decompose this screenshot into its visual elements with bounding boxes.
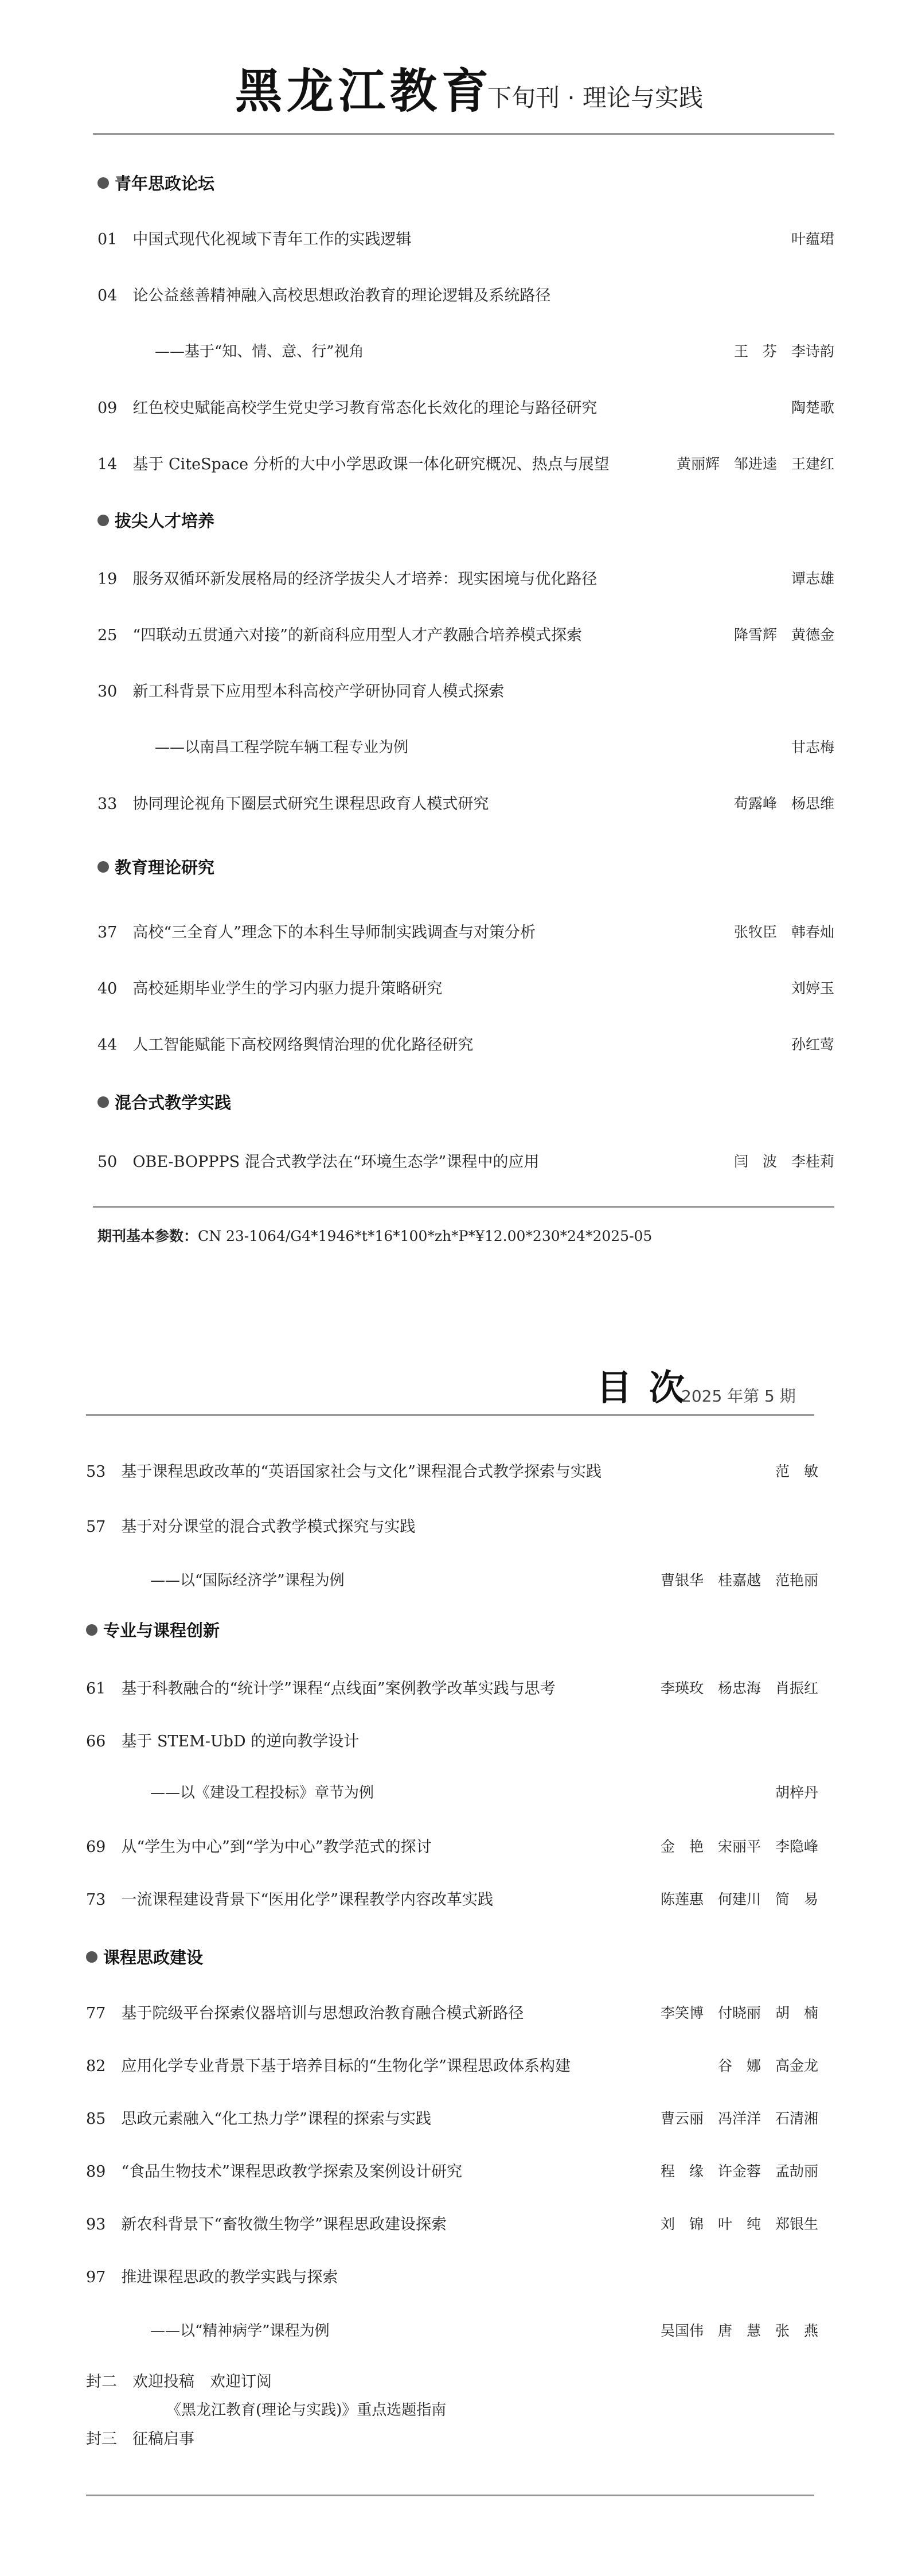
toc-entry[interactable] [97, 457, 610, 472]
article-authors: 曹银华 桂嘉越 范艳丽 [660, 1572, 818, 1589]
article-authors: 李瑛玫 杨忠海 肖振红 [660, 1680, 818, 1696]
page-number: 93 [86, 2216, 106, 2233]
toc-heading: 目次 [596, 1367, 702, 1408]
toc-entry[interactable] [97, 796, 489, 812]
article-authors: 降雪辉 黄德金 [733, 627, 834, 643]
page-number: 25 [97, 627, 118, 644]
article-subtitle: ——以“国际经济学”课程为例 [150, 1572, 345, 1589]
section-heading: 青年思政论坛 [97, 176, 214, 192]
page-number: 44 [97, 1036, 118, 1054]
article-authors: 甘志梅 [791, 739, 834, 756]
cover-label: 封三 [86, 2430, 117, 2448]
section-heading: 拔尖人才培养 [97, 513, 214, 530]
bullet-dot-icon [97, 1096, 109, 1108]
page-number: 69 [86, 1838, 106, 1856]
toc-entry[interactable] [97, 288, 550, 303]
page-number: 85 [86, 2110, 106, 2128]
page-number: 97 [86, 2268, 106, 2286]
page-number: 09 [97, 399, 118, 417]
top-rule [93, 133, 834, 135]
article-authors: 黄丽辉 邹进逵 王建红 [676, 456, 834, 472]
article-authors: 陶楚歌 [791, 399, 834, 416]
toc-entry[interactable] [86, 2217, 447, 2232]
bullet-dot-icon [97, 515, 109, 526]
article-authors: 叶蕴珺 [791, 231, 834, 247]
article-authors: 孙红莺 [791, 1036, 834, 1053]
page-number: 30 [97, 683, 118, 701]
toc-entry[interactable] [97, 232, 411, 247]
article-title: 基于科教融合的“统计学”课程“点线面”案例教学改革实践与思考 [121, 1680, 556, 1698]
page-number: 14 [97, 456, 118, 473]
page-number: 37 [97, 924, 118, 941]
toc-entry[interactable] [86, 1464, 602, 1480]
cover-2-entry[interactable] [86, 2374, 272, 2390]
cover-2-subtitle: 《黑龙江教育(理论与实践)》重点选题指南 [166, 2402, 447, 2419]
article-title: 人工智能赋能下高校网络舆情治理的优化路径研究 [132, 1036, 474, 1054]
cover-label: 封二 [86, 2373, 117, 2391]
page-number: 50 [97, 1153, 118, 1171]
parameters-value: CN 23-1064/G4*1946*t*16*100*zh*P*¥12.00*230*24*2025-05 [198, 1228, 653, 1244]
bullet-dot-icon [97, 177, 109, 189]
article-authors: 谭志雄 [791, 570, 834, 587]
article-title: 基于院级平台探索仪器培训与思想政治教育融合模式新路径 [121, 2005, 524, 2022]
toc-entry[interactable] [97, 628, 582, 643]
section-heading: 混合式教学实践 [97, 1095, 231, 1111]
article-title: 从“学生为中心”到“学为中心”教学范式的探讨 [121, 1838, 432, 1856]
article-authors: 曹云丽 冯洋洋 石清湘 [660, 2110, 818, 2127]
bottom-rule [86, 2495, 814, 2496]
article-authors: 陈莲惠 何建川 简 易 [660, 1891, 818, 1908]
cover-3-entry[interactable] [86, 2431, 194, 2447]
article-title: “食品生物技术”课程思政教学探索及案例设计研究 [121, 2163, 462, 2181]
article-title: 基于课程思政改革的“英语国家社会与文化”课程混合式教学探索与实践 [121, 1463, 602, 1481]
article-title: “四联动五贯通六对接”的新商科应用型人才产教融合培养模式探索 [132, 627, 582, 644]
article-authors: 刘婷玉 [791, 980, 834, 997]
page-number: 01 [97, 231, 118, 248]
toc-entry[interactable] [97, 1037, 473, 1053]
toc-entry[interactable] [86, 1734, 359, 1749]
article-title: 基于对分课堂的混合式教学模式探究与实践 [121, 1518, 416, 1536]
page-number: 77 [86, 2005, 106, 2022]
page-number: 33 [97, 795, 118, 813]
article-title: 中国式现代化视域下青年工作的实践逻辑 [132, 231, 412, 248]
article-authors: 范 敏 [775, 1463, 818, 1480]
page-number: 61 [86, 1680, 106, 1698]
article-title: 协同理论视角下圈层式研究生课程思政育人模式研究 [132, 795, 489, 813]
article-title: 红色校史赋能高校学生党史学习教育常态化长效化的理论与路径研究 [132, 399, 597, 417]
page-number: 53 [86, 1463, 106, 1481]
article-authors: 张牧臣 韩春灿 [733, 924, 834, 940]
bullet-dot-icon [97, 861, 109, 873]
bullet-dot-icon [86, 1951, 97, 1963]
article-subtitle: ——以南昌工程学院车辆工程专业为例 [155, 739, 409, 756]
article-title: OBE-BOPPPS 混合式教学法在“环境生态学”课程中的应用 [132, 1153, 540, 1171]
section-heading: 专业与课程创新 [86, 1622, 220, 1639]
page-number: 82 [86, 2057, 106, 2075]
cover-text: 征稿启事 [132, 2430, 194, 2448]
cover-text: 欢迎投稿 欢迎订阅 [132, 2373, 272, 2391]
parameters-label: 期刊基本参数： [97, 1228, 198, 1244]
toc-entry[interactable] [97, 571, 597, 587]
article-subtitle: ——基于“知、情、意、行”视角 [155, 343, 364, 360]
article-title: 应用化学专业背景下基于培养目标的“生物化学”课程思政体系构建 [121, 2057, 571, 2075]
article-title: 基于 STEM-UbD 的逆向教学设计 [121, 1733, 360, 1750]
article-title: 推进课程思政的教学实践与探索 [121, 2268, 338, 2286]
page-number: 57 [86, 1518, 106, 1536]
toc-entry[interactable] [86, 1681, 556, 1696]
article-authors: 闫 波 李桂莉 [733, 1153, 834, 1170]
article-title: 基于 CiteSpace 分析的大中小学思政课一体化研究概况、热点与展望 [132, 456, 610, 473]
page-number: 04 [97, 287, 118, 305]
article-title: 论公益慈善精神融入高校思想政治教育的理论逻辑及系统路径 [132, 287, 551, 305]
article-title: 思政元素融入“化工热力学”课程的探索与实践 [121, 2110, 431, 2128]
toc-entry[interactable] [86, 1519, 415, 1535]
article-authors: 李笑博 付晓丽 胡 楠 [660, 2005, 818, 2021]
toc-entry[interactable] [97, 684, 504, 699]
article-subtitle: ——以“精神病学”课程为例 [150, 2322, 330, 2340]
toc-entry[interactable] [86, 2111, 431, 2127]
toc-entry[interactable] [86, 1839, 432, 1855]
toc-entry[interactable] [97, 400, 597, 416]
journal-subtitle: 下旬刊 · 理论与实践 [487, 84, 704, 112]
toc-entry[interactable] [86, 2164, 462, 2180]
article-authors: 王 芬 李诗韵 [733, 343, 834, 360]
toc-entry[interactable] [86, 2270, 338, 2285]
article-authors: 谷 娜 高金龙 [717, 2057, 818, 2074]
article-title: 新工科背景下应用型本科高校产学研协同育人模式探索 [132, 683, 505, 701]
article-title: 高校延期毕业学生的学习内驱力提升策略研究 [132, 980, 443, 998]
part1-bottom-rule [93, 1206, 834, 1208]
toc-entry[interactable] [97, 981, 442, 997]
article-authors: 刘 锦 叶 纯 郑银生 [660, 2216, 818, 2232]
page-number: 89 [86, 2163, 106, 2181]
article-authors: 金 艳 宋丽平 李隐峰 [660, 1838, 818, 1855]
toc-heading-rule [86, 1414, 814, 1416]
journal-title: 黑龙江教育 [235, 64, 494, 119]
article-title: 新农科背景下“畜牧微生物学”课程思政建设探索 [121, 2216, 447, 2233]
article-subtitle: ——以《建设工程投标》章节为例 [150, 1784, 374, 1801]
article-authors: 程 缘 许金蓉 孟劼丽 [660, 2163, 818, 2180]
toc-entry[interactable] [97, 925, 536, 940]
journal-parameters [97, 1229, 652, 1243]
toc-entry[interactable] [86, 2006, 524, 2021]
article-authors: 苟露峰 杨思维 [733, 795, 834, 812]
toc-entry[interactable] [86, 1892, 493, 1908]
page-number: 73 [86, 1891, 106, 1909]
section-heading: 教育理论研究 [97, 859, 214, 876]
toc-entry[interactable] [97, 1154, 539, 1170]
article-title: 高校“三全育人”理念下的本科生导师制实践调查与对策分析 [132, 924, 536, 941]
article-authors: 吴国伟 唐 慧 张 燕 [660, 2322, 818, 2339]
article-title: 一流课程建设背景下“医用化学”课程教学内容改革实践 [121, 1891, 493, 1909]
toc-entry[interactable] [86, 2059, 571, 2074]
issue-number: 2025 年第 5 期 [681, 1387, 796, 1406]
page-number: 66 [86, 1733, 106, 1750]
article-title: 服务双循环新发展格局的经济学拔尖人才培养：现实困境与优化路径 [132, 570, 597, 588]
page-number: 19 [97, 570, 118, 588]
page-number: 40 [97, 980, 118, 998]
article-authors: 胡梓丹 [775, 1784, 818, 1801]
section-heading: 课程思政建设 [86, 1949, 203, 1966]
bullet-dot-icon [86, 1624, 97, 1636]
